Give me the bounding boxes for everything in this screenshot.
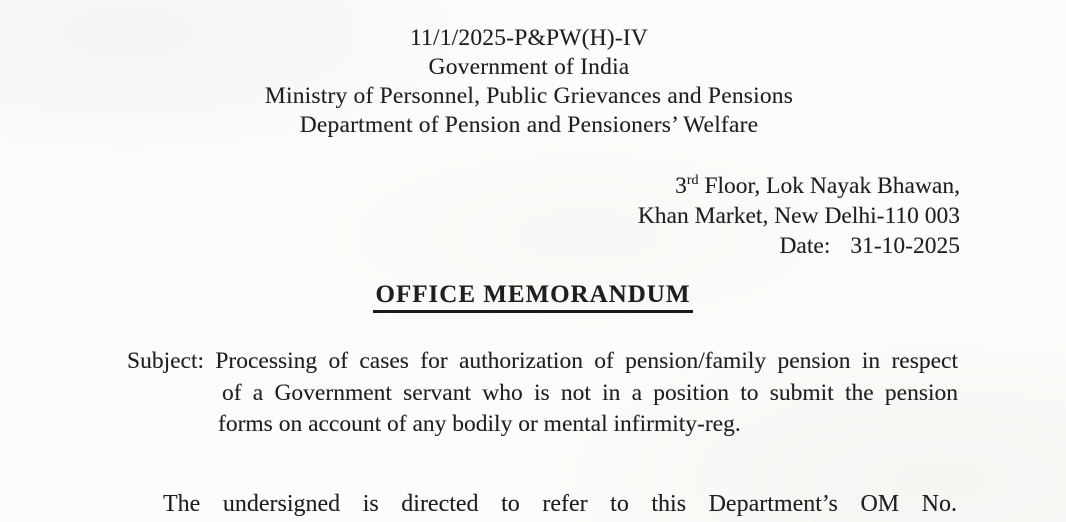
date-line [638,231,960,261]
floor-ordinal-superscript: rd [686,173,699,188]
memo-title-row [0,281,1066,313]
subject-line-1 [127,346,958,378]
subject-block [127,346,958,441]
date-label: Date: [779,233,831,259]
floor-rest: Floor, Lok Nayak Bhawan, [698,173,960,199]
subject-label: Subject: [127,348,205,374]
address-block [638,166,960,261]
memo-title: OFFICE MEMORANDUM [373,281,694,313]
subject-line-3: forms on account of any bodily or mental infirmity-reg. [218,411,741,437]
date-value: 31-10-2025 [850,233,960,259]
address-floor-line [638,166,960,201]
address-city-line: Khan Market, New Delhi-110 003 [637,203,960,229]
reference-number: 11/1/2025-P&PW(H)-IV [409,25,649,51]
body-paragraph: The undersigned is directed to refer to this Department’s OM No. [163,491,957,517]
ministry-line: Ministry of Personnel, Public Grievances and Pensions [264,83,794,109]
letterhead [0,24,1058,140]
subject-text-1: Processing of cases for authorization of pension/family pension in respect [215,348,958,374]
department-line: Department of Pension and Pensioners’ Welfare [299,112,759,138]
subject-line-2: of a Government servant who is not in a position to submit the pension [222,379,958,406]
floor-number: 3 [675,173,687,199]
org-name-line: Government of India [428,54,630,80]
